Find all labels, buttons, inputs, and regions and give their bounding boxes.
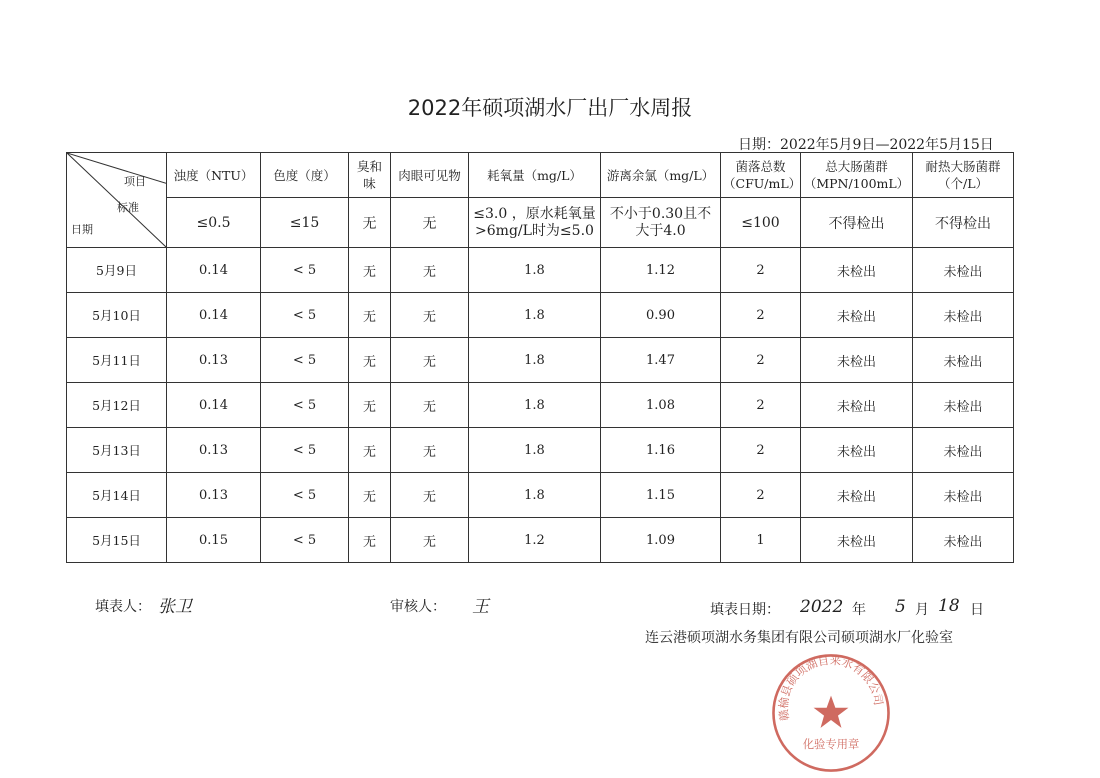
value-cell: 0.13 [167, 473, 261, 518]
value-cell: 2 [721, 383, 801, 428]
table-row [67, 518, 1014, 563]
col-header: 菌落总数（CFU/mL） [721, 153, 801, 198]
value-cell: 无 [349, 383, 391, 428]
value-cell: 未检出 [801, 518, 913, 563]
fill-year: 2022 [800, 597, 844, 617]
value-cell: 0.14 [167, 293, 261, 338]
col-header: 肉眼可见物 [391, 153, 469, 198]
value-cell: 1.8 [469, 248, 601, 293]
date-range: 日期：2022年5月9日—2022年5月15日 [738, 137, 994, 153]
value-cell: 1.8 [469, 338, 601, 383]
fill-month: 5 [895, 597, 906, 617]
value-cell: 未检出 [913, 428, 1014, 473]
value-cell: 1 [721, 518, 801, 563]
value-cell: 未检出 [913, 473, 1014, 518]
value-cell: < 5 [261, 293, 349, 338]
value-cell: < 5 [261, 248, 349, 293]
col-header: 总大肠菌群（MPN/100mL） [801, 153, 913, 198]
value-cell: 1.12 [601, 248, 721, 293]
value-cell: 无 [349, 518, 391, 563]
value-cell: 无 [349, 248, 391, 293]
value-cell: 1.15 [601, 473, 721, 518]
table-row [67, 428, 1014, 473]
standard-cell: 无 [349, 198, 391, 248]
table-row [67, 338, 1014, 383]
date-cell: 5月9日 [67, 248, 167, 293]
reviewer-signature: 王 [472, 597, 489, 617]
value-cell: 未检出 [913, 338, 1014, 383]
value-cell: 0.13 [167, 428, 261, 473]
date-cell: 5月13日 [67, 428, 167, 473]
standard-cell: 不小于0.30且不大于4.0 [601, 198, 721, 248]
value-cell: 未检出 [801, 293, 913, 338]
value-cell: 0.90 [601, 293, 721, 338]
value-cell: 未检出 [801, 383, 913, 428]
value-cell: 未检出 [801, 473, 913, 518]
col-header: 耗氧量（mg/L） [469, 153, 601, 198]
value-cell: 1.08 [601, 383, 721, 428]
corner-cell [67, 153, 167, 248]
standard-cell: 无 [391, 198, 469, 248]
reviewer-label: 审核人： [390, 599, 446, 615]
date-cell: 5月10日 [67, 293, 167, 338]
value-cell: < 5 [261, 473, 349, 518]
col-header: 浊度（NTU） [167, 153, 261, 198]
svg-text:赣榆县硕项湖自来水有限公司: 赣榆县硕项湖自来水有限公司 [776, 652, 886, 722]
value-cell: 0.13 [167, 338, 261, 383]
standard-cell: ≤0.5 [167, 198, 261, 248]
table-row [67, 383, 1014, 428]
value-cell: 1.09 [601, 518, 721, 563]
date-cell: 5月11日 [67, 338, 167, 383]
value-cell: 2 [721, 338, 801, 383]
value-cell: 无 [391, 473, 469, 518]
value-cell: 未检出 [913, 248, 1014, 293]
value-cell: 1.8 [469, 473, 601, 518]
value-cell: 1.8 [469, 293, 601, 338]
value-cell: 无 [349, 473, 391, 518]
value-cell: 2 [721, 248, 801, 293]
filler-label: 填表人： [95, 599, 151, 615]
value-cell: 无 [391, 428, 469, 473]
value-cell: 0.15 [167, 518, 261, 563]
value-cell: 未检出 [801, 428, 913, 473]
report-title: 2022年硕项湖水厂出厂水周报 [407, 96, 693, 120]
value-cell: 无 [391, 338, 469, 383]
value-cell: < 5 [261, 338, 349, 383]
value-cell: 1.47 [601, 338, 721, 383]
value-cell: 1.8 [469, 383, 601, 428]
col-header: 色度（度） [261, 153, 349, 198]
water-quality-table [66, 152, 1014, 563]
value-cell: 无 [349, 428, 391, 473]
value-cell: 2 [721, 293, 801, 338]
value-cell: 未检出 [801, 248, 913, 293]
col-header: 耐热大肠菌群（个/L） [913, 153, 1014, 198]
official-seal [770, 652, 892, 774]
standard-cell: ≤100 [721, 198, 801, 248]
standard-cell: ≤15 [261, 198, 349, 248]
date-cell: 5月14日 [67, 473, 167, 518]
value-cell: 2 [721, 473, 801, 518]
svg-text:化验专用章: 化验专用章 [802, 736, 860, 751]
table-row [67, 248, 1014, 293]
value-cell: 2 [721, 428, 801, 473]
filler-signature: 张卫 [158, 597, 192, 617]
value-cell: 0.14 [167, 383, 261, 428]
date-cell: 5月12日 [67, 383, 167, 428]
value-cell: 无 [391, 383, 469, 428]
table-row [67, 473, 1014, 518]
value-cell: 未检出 [913, 293, 1014, 338]
value-cell: 未检出 [801, 338, 913, 383]
table-row [67, 293, 1014, 338]
col-header: 游离余氯（mg/L） [601, 153, 721, 198]
value-cell: 1.8 [469, 428, 601, 473]
value-cell: 无 [391, 293, 469, 338]
organization: 连云港硕项湖水务集团有限公司硕项湖水厂化验室 [645, 630, 953, 646]
standard-cell: ≤3.0 ，原水耗氧量>6mg/L时为≤5.0 [469, 198, 601, 248]
corner-standard-label: 标准 [117, 201, 139, 214]
fill-day: 18 [938, 596, 960, 616]
standard-cell: 不得检出 [913, 198, 1014, 248]
corner-item-label: 项目 [124, 175, 146, 188]
value-cell: < 5 [261, 428, 349, 473]
year-label: 年 [852, 602, 866, 618]
value-cell: 无 [391, 518, 469, 563]
month-label: 月 [915, 602, 929, 618]
value-cell: 1.2 [469, 518, 601, 563]
value-cell: 未检出 [913, 518, 1014, 563]
day-label: 日 [970, 602, 984, 618]
standard-row [67, 198, 1014, 248]
standard-cell: 不得检出 [801, 198, 913, 248]
value-cell: 未检出 [913, 383, 1014, 428]
corner-date-label: 日期 [71, 223, 93, 236]
value-cell: 无 [349, 338, 391, 383]
date-cell: 5月15日 [67, 518, 167, 563]
value-cell: 1.16 [601, 428, 721, 473]
fill-date-label: 填表日期： [710, 602, 780, 618]
header-row [67, 153, 1014, 198]
value-cell: 无 [391, 248, 469, 293]
value-cell: 0.14 [167, 248, 261, 293]
value-cell: < 5 [261, 383, 349, 428]
col-header: 臭和味 [349, 153, 391, 198]
value-cell: < 5 [261, 518, 349, 563]
value-cell: 无 [349, 293, 391, 338]
